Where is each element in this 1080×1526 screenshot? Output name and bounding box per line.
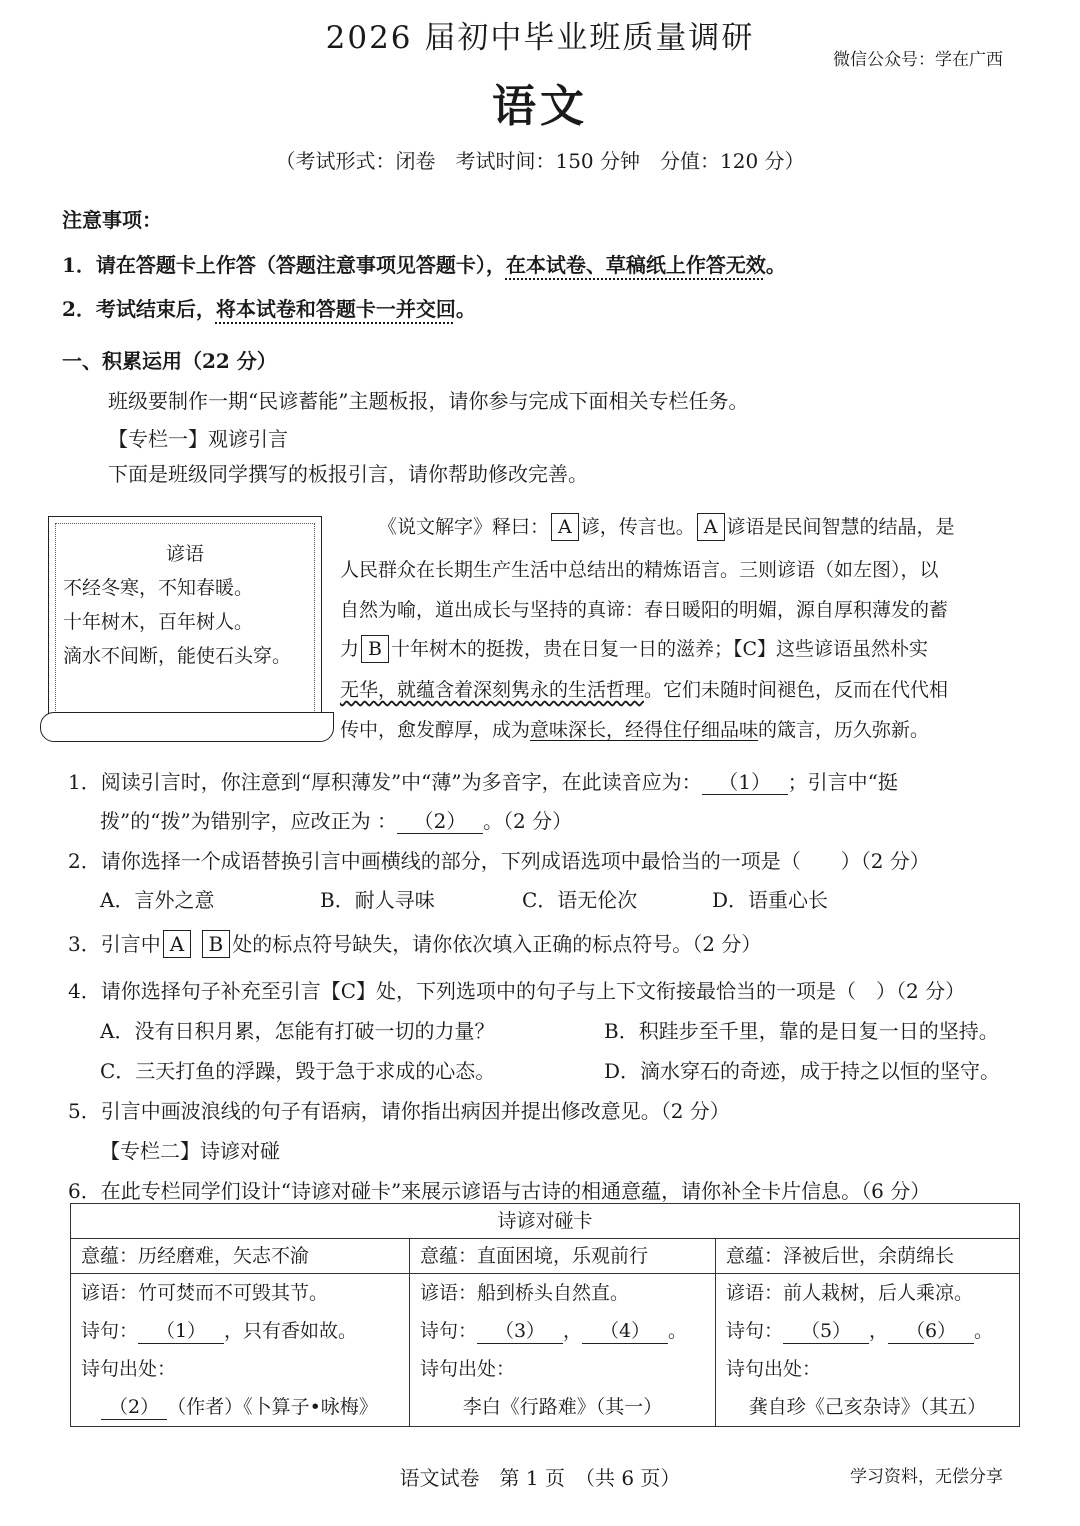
- card-cell-1: [71, 1274, 410, 1427]
- question-4: 4．请你选择句子补充至引言【C】处，下列选项中的句子与上下文衔接最恰当的一项是（ ）（2 分）: [68, 979, 966, 1003]
- notice-item-2-dotted: 将本试卷和答题卡一并交回: [215, 297, 456, 321]
- box-a: A: [551, 513, 579, 541]
- scroll-curl: [40, 712, 334, 742]
- blank-q1-1[interactable]: （1）: [702, 770, 788, 795]
- section-intro: 班级要制作一期“民谚蓄能”主题板报，请你参与完成下面相关专栏任务。: [108, 389, 749, 413]
- blank-card-6[interactable]: （6）: [888, 1319, 974, 1344]
- notice-item-2: [62, 293, 476, 322]
- passage-line-6: 传中，愈发醇厚，成为意味深长，经得住仔细品味的箴言，历久弥新。: [340, 719, 930, 741]
- card-source-2: 李白《行路难》（其一）: [462, 1396, 663, 1418]
- question-6: 6．在此专栏同学们设计“诗谚对碰卡”来展示谚语与古诗的相通意蕴，请你补全卡片信息。（6 分）: [68, 1179, 931, 1203]
- notice-item-1-dotted: 在本试卷、草稿纸上作答无效: [505, 253, 766, 277]
- card-source-3: 龚自珍《己亥杂诗》（其五）: [748, 1396, 987, 1418]
- share-note: 学习资料，无偿分享: [850, 1467, 1003, 1487]
- column-1-title: 【专栏一】观谚引言: [108, 427, 288, 451]
- notice-item-1-text: 1．请在答题卡上作答（答题注意事项见答题卡），: [62, 253, 506, 277]
- question-1-line-2: 拨”的“拨”为错别字，应改正为 ： （2） 。（2 分）: [100, 809, 573, 833]
- underlined-phrase: 意味深长，经得住仔细品味: [530, 719, 759, 741]
- card-cell-2: [410, 1274, 716, 1427]
- passage-line-2: 人民群众在长期生产生活中总结出的精炼语言。三则谚语（如左图），以: [340, 559, 939, 581]
- box-a: A: [163, 930, 191, 958]
- passage-line-3: 自然为喻，道出成长与坚持的真谛：春日暖阳的明媚，源自厚积薄发的蓄: [340, 599, 949, 621]
- poem-proverb-card: [70, 1203, 1020, 1427]
- passage: [340, 512, 1040, 742]
- q4-option-d[interactable]: D．滴水穿石的奇迹，成于持之以恒的坚守。: [604, 1059, 1001, 1083]
- exam-info: （考试形式：闭卷 考试时间：150 分钟 分值：120 分）: [275, 149, 805, 173]
- section-heading: 一、积累运用（22 分）: [62, 349, 277, 373]
- q2-option-d[interactable]: D．语重心长: [712, 888, 829, 912]
- scroll-line: 滴水不间断，能使石头穿。: [63, 645, 292, 667]
- card-source-label-3: 诗句出处：: [726, 1358, 822, 1380]
- card-source-label-2: 诗句出处：: [420, 1358, 516, 1380]
- box-a: A: [697, 513, 725, 541]
- card-poem-2: 诗句： （3） ， （4） 。: [420, 1320, 688, 1342]
- scroll-paper: [48, 516, 322, 728]
- proverb-scroll: [40, 512, 325, 740]
- notice-item-1-end: 。: [765, 253, 786, 277]
- subject-title: 语文: [492, 81, 588, 132]
- notice-item-1: [62, 249, 786, 278]
- card-source-1: （2） （作者）《卜算子•咏梅》: [81, 1388, 399, 1426]
- q2-option-c[interactable]: C．语无伦次: [522, 888, 638, 912]
- blank-card-3[interactable]: （3）: [477, 1319, 563, 1344]
- blank-card-4[interactable]: （4）: [582, 1319, 668, 1344]
- wavy-sentence: 无华，就蕴含着深刻隽永的生活哲理: [340, 679, 645, 701]
- q4-option-a[interactable]: A．没有日积月累，怎能有打破一切的力量？: [100, 1019, 495, 1043]
- card-yiyun-2: 意蕴：直面困境，乐观前行: [410, 1239, 716, 1274]
- box-b: B: [202, 930, 231, 958]
- question-1-line-1: 1．阅读引言时，你注意到“厚积薄发”中“薄”为多音字，在此读音应为： （1） ；引言中“挺: [68, 770, 898, 794]
- card-poem-1: 诗句： （1） ，只有香如故。: [81, 1320, 358, 1342]
- page-footer: 语文试卷 第 1 页 （共 6 页）: [399, 1466, 681, 1490]
- card-proverb-3: 谚语：前人栽树，后人乘凉。: [726, 1282, 974, 1304]
- card-proverb-1: 谚语：竹可焚而不可毁其节。: [81, 1282, 329, 1304]
- wechat-note: 微信公众号：学在广西: [833, 50, 1003, 70]
- question-5: 5．引言中画波浪线的句子有语病，请你指出病因并提出修改意见。（2 分）: [68, 1099, 730, 1123]
- exam-title: 2026 届初中毕业班质量调研: [325, 20, 755, 56]
- blank-card-1[interactable]: （1）: [138, 1319, 224, 1344]
- column-2-title: 【专栏二】诗谚对碰: [100, 1139, 280, 1163]
- card-title: 诗谚对碰卡: [71, 1204, 1020, 1239]
- blank-card-2[interactable]: （2）: [101, 1395, 167, 1420]
- notice-heading: 注意事项：: [62, 208, 162, 232]
- q4-option-c[interactable]: C．三天打鱼的浮躁，毁于急于求成的心态。: [100, 1059, 496, 1083]
- card-source-label-1: 诗句出处：: [81, 1358, 177, 1380]
- question-3: 3．引言中 A B 处的标点符号缺失，请你依次填入正确的标点符号。（2 分）: [68, 932, 762, 956]
- scroll-line: 十年树木，百年树人。: [63, 611, 254, 633]
- q2-option-b[interactable]: B．耐人寻味: [320, 888, 435, 912]
- card-cell-3: [716, 1274, 1020, 1427]
- q4-option-b[interactable]: B．积跬步至千里，靠的是日复一日的坚持。: [604, 1019, 999, 1043]
- card-yiyun-3: 意蕴：泽被后世，余荫绵长: [716, 1239, 1020, 1274]
- passage-line-5: 无华，就蕴含着深刻隽永的生活哲理。它们未随时间褪色，反而在代代相: [340, 679, 949, 701]
- notice-item-2-end: 。: [455, 297, 476, 321]
- card-poem-3: 诗句： （5） ， （6） 。: [726, 1320, 994, 1342]
- scroll-line: 不经冬寒，不知春暖。: [63, 577, 254, 599]
- card-proverb-2: 谚语：船到桥头自然直。: [420, 1282, 630, 1304]
- blank-card-5[interactable]: （5）: [783, 1319, 869, 1344]
- q2-option-a[interactable]: A．言外之意: [100, 888, 215, 912]
- column-1-desc: 下面是班级同学撰写的板报引言，请你帮助修改完善。: [108, 462, 588, 486]
- box-b: B: [361, 635, 389, 663]
- bracket-c: 【C】: [733, 638, 777, 660]
- notice-item-2-text: 2．考试结束后，: [62, 297, 216, 321]
- passage-line-4: 力 B 十年树木的挺拨，贵在日复一日的滋养；【C】这些谚语虽然朴实: [340, 634, 928, 663]
- blank-q1-2[interactable]: （2）: [397, 809, 483, 834]
- passage-line-1: 《说文解字》释曰： A 谚，传言也。 A 谚语是民间智慧的结晶，是: [378, 512, 955, 541]
- card-yiyun-1: 意蕴：历经磨难，矢志不渝: [71, 1239, 410, 1274]
- question-2: 2．请你选择一个成语替换引言中画横线的部分，下列成语选项中最恰当的一项是（ ）（2 分）: [68, 849, 930, 873]
- scroll-title: 谚语: [165, 543, 204, 565]
